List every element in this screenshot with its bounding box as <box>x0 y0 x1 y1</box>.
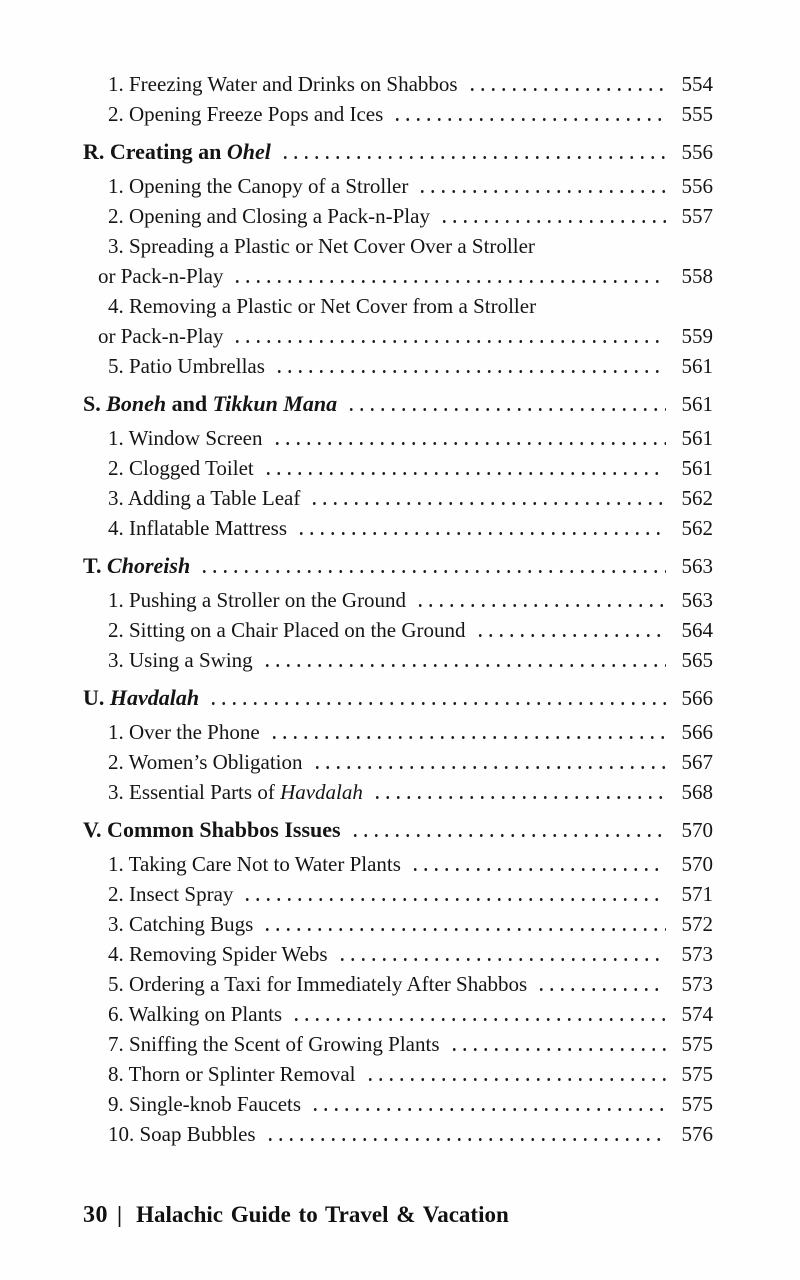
toc-entry-text-segment: 5. Ordering a Taxi for Immediately After Shabbos <box>108 972 528 996</box>
dotted-leader <box>415 604 666 607</box>
toc-entry-text <box>108 513 287 543</box>
dotted-leader <box>242 898 666 901</box>
toc-entry-row <box>83 717 713 747</box>
toc-entry-page-number: 573 <box>681 972 713 996</box>
toc-entry-row <box>83 1119 713 1149</box>
dotted-leader <box>467 88 666 91</box>
dotted-leader <box>417 190 666 193</box>
toc-entry-text <box>108 879 233 909</box>
toc-entry-text-segment: T. <box>83 553 108 578</box>
toc-entry-text <box>83 137 271 167</box>
toc-entry-row <box>83 423 713 453</box>
dotted-leader <box>392 118 666 121</box>
toc-entry-row <box>83 909 713 939</box>
toc-entry-page-number: 562 <box>681 516 713 540</box>
toc-entry-text-segment: 4. Removing Spider Webs <box>108 942 328 966</box>
toc-entry-page-number: 556 <box>681 140 713 164</box>
toc-entry-page-number: 557 <box>681 204 713 228</box>
toc-entry-page-number: 563 <box>681 588 713 612</box>
dotted-leader <box>272 442 667 445</box>
toc-entry-text <box>108 99 383 129</box>
toc-entry-text-segment: 7. Sniffing the Scent of Growing Plants <box>108 1032 440 1056</box>
toc-entry-text <box>108 849 401 879</box>
toc-entry-page-number: 575 <box>681 1092 713 1116</box>
toc-entry-text-segment: 4. Inflatable Mattress <box>108 516 288 540</box>
toc-entry-row <box>83 321 713 351</box>
toc-entry-text-segment: 1. Taking Care Not to Water Plants <box>108 852 401 876</box>
toc-entry-text-segment: 3. Adding a Table Leaf <box>108 486 301 510</box>
footer-separator: | <box>117 1202 123 1227</box>
toc-entry-text <box>108 777 363 807</box>
toc-entry-text <box>108 201 430 231</box>
toc-section-row <box>83 137 713 167</box>
toc-entry-page-number: 559 <box>681 324 713 348</box>
toc-entry-row <box>83 99 713 129</box>
dotted-leader <box>346 408 666 411</box>
toc-entry-text-segment: or Pack-n-Play <box>98 264 224 288</box>
toc-entry-page-number: 561 <box>681 392 713 416</box>
toc-entry-row <box>83 747 713 777</box>
toc-entry-page-number: 576 <box>681 1122 713 1146</box>
dotted-leader <box>265 1138 666 1141</box>
toc-section-row <box>83 551 713 581</box>
toc-entry-text-segment: 8. Thorn or Splinter Removal <box>108 1062 356 1086</box>
toc-entry-row <box>83 1089 713 1119</box>
toc-entry-text <box>108 747 303 777</box>
dotted-leader <box>262 928 666 931</box>
toc-entry-text <box>108 939 328 969</box>
toc-entry-text-segment: 2. Opening Freeze Pops and Ices <box>108 102 384 126</box>
toc-entry-page-number: 554 <box>681 72 713 96</box>
dotted-leader <box>296 532 666 535</box>
toc-entry-row <box>83 231 713 261</box>
toc-entry-row <box>83 171 713 201</box>
toc-entry-text-segment: S. <box>83 391 107 416</box>
toc-entry-text-segment: Havdalah <box>109 685 200 710</box>
toc-entry-text-segment: 2. Women’s Obligation <box>108 750 303 774</box>
toc-entry-text-segment: 3. Essential Parts of <box>108 780 281 804</box>
dotted-leader <box>372 796 666 799</box>
toc-entry-text-segment: or Pack-n-Play <box>98 324 224 348</box>
toc-entry-page-number: 555 <box>681 102 713 126</box>
toc-section-row <box>83 683 713 713</box>
table-of-contents <box>83 69 713 1149</box>
toc-entry-page-number: 570 <box>681 852 713 876</box>
toc-entry-row <box>83 201 713 231</box>
toc-entry-text-segment: Tikkun Mana <box>212 391 338 416</box>
toc-entry-row <box>83 969 713 999</box>
dotted-leader <box>291 1018 666 1021</box>
toc-entry-page-number: 561 <box>681 354 713 378</box>
toc-entry-text <box>83 683 199 713</box>
toc-entry-text-segment: 10. Soap Bubbles <box>108 1122 256 1146</box>
toc-entry-text-segment: 3. Spreading a Plastic or Net Cover Over a Stroller <box>108 234 535 258</box>
toc-entry-text-segment: 1. Over the Phone <box>108 720 260 744</box>
toc-entry-page-number: 568 <box>681 780 713 804</box>
dotted-leader <box>439 220 666 223</box>
toc-entry-page-number: 567 <box>681 750 713 774</box>
toc-entry-row <box>83 483 713 513</box>
dotted-leader <box>309 502 666 505</box>
dotted-leader <box>232 340 666 343</box>
toc-entry-text-segment: 1. Opening the Canopy of a Stroller <box>108 174 409 198</box>
toc-entry-page-number: 572 <box>681 912 713 936</box>
toc-entry-text <box>83 389 337 419</box>
toc-entry-page-number: 562 <box>681 486 713 510</box>
toc-entry-text <box>108 615 466 645</box>
toc-entry-text <box>108 1059 356 1089</box>
toc-entry-text-segment: Havdalah <box>280 780 363 804</box>
toc-entry-page-number: 575 <box>681 1032 713 1056</box>
toc-entry-page-number: 571 <box>681 882 713 906</box>
toc-entry-row <box>83 939 713 969</box>
toc-section-row <box>83 389 713 419</box>
toc-entry-row <box>83 1029 713 1059</box>
toc-entry-text-segment: 1. Window Screen <box>108 426 263 450</box>
toc-entry-row <box>83 69 713 99</box>
toc-entry-row <box>83 645 713 675</box>
toc-entry-text-segment: and <box>166 391 213 416</box>
dotted-leader <box>280 156 666 159</box>
toc-entry-page-number: 565 <box>681 648 713 672</box>
toc-entry-text <box>108 453 254 483</box>
dotted-leader <box>199 570 666 573</box>
dotted-leader <box>350 834 666 837</box>
toc-entry-text <box>108 231 535 261</box>
dotted-leader <box>475 634 666 637</box>
toc-entry-text-segment: 3. Catching Bugs <box>108 912 254 936</box>
toc-entry-text-segment: 3. Using a Swing <box>108 648 253 672</box>
dotted-leader <box>263 472 666 475</box>
dotted-leader <box>274 370 666 373</box>
toc-entry-page-number: 573 <box>681 942 713 966</box>
toc-entry-row <box>83 513 713 543</box>
toc-entry-row <box>83 453 713 483</box>
toc-entry-text <box>108 1089 301 1119</box>
toc-entry-text <box>108 423 263 453</box>
toc-entry-text <box>98 321 223 351</box>
toc-entry-text <box>83 815 341 845</box>
toc-entry-page-number: 566 <box>681 686 713 710</box>
toc-entry-text <box>83 551 190 581</box>
toc-entry-text-segment: 6. Walking on Plants <box>108 1002 283 1026</box>
dotted-leader <box>310 1108 666 1111</box>
toc-entry-text <box>108 69 458 99</box>
toc-entry-row <box>83 291 713 321</box>
toc-entry-page-number: 561 <box>681 426 713 450</box>
toc-entry-text <box>108 291 536 321</box>
toc-entry-row <box>83 585 713 615</box>
toc-entry-text <box>108 1119 256 1149</box>
toc-entry-row <box>83 615 713 645</box>
dotted-leader <box>536 988 666 991</box>
toc-entry-text-segment: 2. Clogged Toilet <box>108 456 254 480</box>
toc-entry-text <box>98 261 223 291</box>
dotted-leader <box>337 958 666 961</box>
toc-entry-text <box>108 909 253 939</box>
toc-entry-text-segment: 1. Freezing Water and Drinks on Shabbos <box>108 72 458 96</box>
toc-entry-text <box>108 999 282 1029</box>
toc-entry-page-number: 561 <box>681 456 713 480</box>
dotted-leader <box>262 664 666 667</box>
toc-entry-row <box>83 261 713 291</box>
toc-entry-page-number: 575 <box>681 1062 713 1086</box>
toc-entry-text-segment: 1. Pushing a Stroller on the Ground <box>108 588 407 612</box>
toc-entry-row <box>83 351 713 381</box>
toc-entry-row <box>83 999 713 1029</box>
toc-entry-page-number: 556 <box>681 174 713 198</box>
toc-entry-page-number: 564 <box>681 618 713 642</box>
toc-entry-text-segment: Choreish <box>107 553 191 578</box>
toc-entry-text-segment: Ohel <box>226 139 271 164</box>
toc-entry-text <box>108 1029 440 1059</box>
toc-entry-text <box>108 969 527 999</box>
footer-book-title: Halachic Guide to Travel & Vacation <box>136 1202 509 1227</box>
toc-entry-text <box>108 645 253 675</box>
dotted-leader <box>410 868 666 871</box>
toc-entry-row <box>83 849 713 879</box>
toc-section-row <box>83 815 713 845</box>
toc-entry-page-number: 566 <box>681 720 713 744</box>
toc-entry-text-segment: U. <box>83 685 110 710</box>
toc-entry-text-segment: R. Creating an <box>83 139 227 164</box>
toc-entry-text-segment: V. Common Shabbos Issues <box>83 817 341 842</box>
dotted-leader <box>312 766 667 769</box>
toc-entry-text-segment: 2. Sitting on a Chair Placed on the Ground <box>108 618 466 642</box>
page-footer <box>83 1202 509 1229</box>
dotted-leader <box>449 1048 666 1051</box>
toc-entry-row <box>83 1059 713 1089</box>
toc-entry-text-segment: 2. Insect Spray <box>108 882 234 906</box>
dotted-leader <box>208 702 666 705</box>
dotted-leader <box>365 1078 667 1081</box>
toc-entry-text-segment: 2. Opening and Closing a Pack-n-Play <box>108 204 430 228</box>
toc-entry-text-segment: 4. Removing a Plastic or Net Cover from a Stroller <box>108 294 537 318</box>
dotted-leader <box>269 736 666 739</box>
toc-entry-row <box>83 879 713 909</box>
toc-entry-page-number: 574 <box>681 1002 713 1026</box>
toc-entry-page-number: 558 <box>681 264 713 288</box>
toc-entry-text-segment: Boneh <box>106 391 167 416</box>
toc-entry-page-number: 570 <box>681 818 713 842</box>
footer-page-number: 30 <box>83 1202 108 1228</box>
toc-entry-text <box>108 171 408 201</box>
toc-entry-text <box>108 483 300 513</box>
dotted-leader <box>232 280 666 283</box>
toc-entry-text <box>108 585 406 615</box>
toc-entry-text <box>108 351 265 381</box>
toc-entry-row <box>83 777 713 807</box>
toc-entry-page-number: 563 <box>681 554 713 578</box>
toc-entry-text <box>108 717 260 747</box>
toc-entry-text-segment: 9. Single-knob Faucets <box>108 1092 302 1116</box>
toc-entry-text-segment: 5. Patio Umbrellas <box>108 354 265 378</box>
